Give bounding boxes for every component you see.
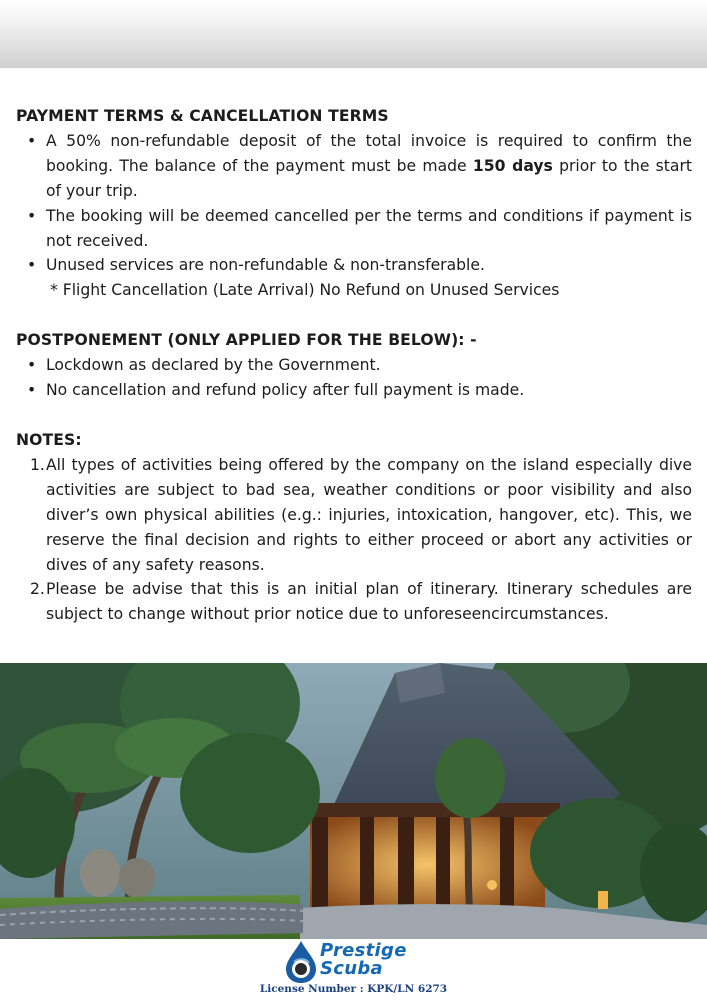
prestige-scuba-logo	[282, 940, 432, 984]
logo-wordmark	[320, 942, 407, 978]
notes-list	[16, 453, 692, 627]
header-gradient-band	[0, 0, 707, 68]
balance-days: 150 days	[472, 156, 553, 175]
list-item	[16, 453, 692, 578]
license-number: License Number : KPK/LN 6273	[259, 983, 448, 995]
terms-content	[16, 104, 692, 627]
resort-villa-photo	[0, 663, 707, 939]
postponement-heading: POSTPONEMENT (ONLY APPLIED FOR THE BELOW): -	[16, 331, 477, 350]
note-text: All types of activities being offered by the company on the island especially dive activities are subject to bad sea, weather conditions or poor visibility and also diver’s own physical abilities (e.g.: injuries, intoxication, hangover, etc). This, we reserve the final decision and rights to either proceed or abort any activities or dives of any safety reasons.	[46, 455, 692, 574]
payment-terms-heading: PAYMENT TERMS & CANCELLATION TERMS	[16, 107, 389, 125]
list-item	[16, 129, 692, 204]
list-item: • No cancellation and refund policy after full payment is made.	[16, 378, 692, 403]
list-item: • The booking will be deemed cancelled per the terms and conditions if payment is not received.	[16, 204, 692, 254]
flight-cancellation-footnote: * Flight Cancellation (Late Arrival) No Refund on Unused Services	[50, 281, 560, 300]
footer	[0, 939, 707, 1000]
notes-heading: NOTES:	[16, 430, 82, 449]
logo-line-prestige: Prestige	[320, 940, 407, 961]
water-drop-icon	[282, 940, 320, 984]
note-number: 1.	[30, 455, 45, 474]
list-item	[16, 577, 692, 627]
list-item: • Unused services are non-refundable & non-transferable.	[16, 253, 692, 278]
deposit-text-end: prior to the start of your trip.	[46, 156, 692, 200]
payment-terms-list	[16, 129, 692, 278]
note-number: 2.	[30, 580, 45, 599]
deposit-text: A 50% non-refundable deposit of the total invoice is required to confirm the booking. The balance of the payment must be made	[46, 131, 692, 175]
postponement-list	[16, 353, 692, 403]
note-text: Please be advise that this is an initial plan of itinerary. Itinerary schedules are subject to change without prior notice due to unforeseencircumstances.	[46, 580, 692, 624]
logo-line-scuba: Scuba	[320, 958, 383, 979]
list-item: • Lockdown as declared by the Government.	[16, 353, 692, 378]
